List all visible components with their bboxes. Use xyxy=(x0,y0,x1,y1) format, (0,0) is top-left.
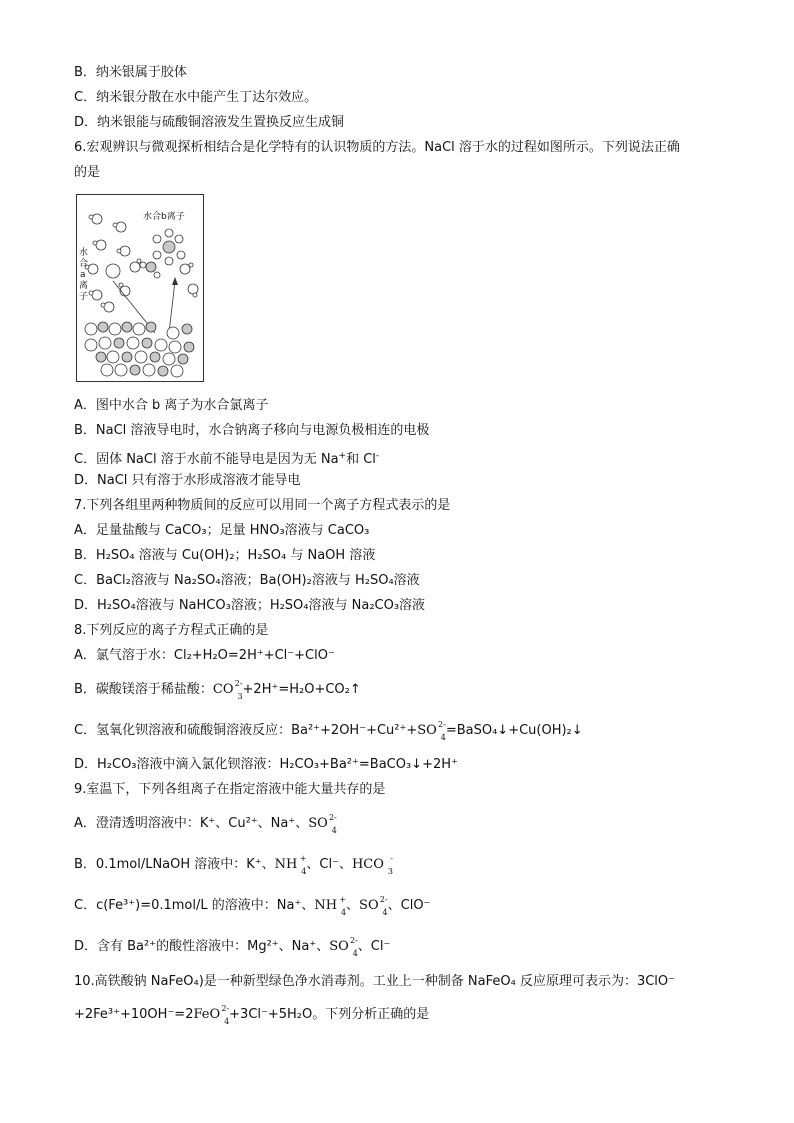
hydrated-a-label-1: 水 xyxy=(79,248,89,258)
q6-stem-line2: 的是 xyxy=(74,165,101,180)
q5-option-b: B．纳米银属于胶体 xyxy=(74,65,187,80)
charge-plus: + xyxy=(338,451,347,461)
bicarbonate-ion: HCO - 3 xyxy=(351,854,393,876)
q8-option-a: A．氯气溶于水：Cl₂+H₂O=2H⁺+Cl⁻+ClO⁻ xyxy=(74,648,335,663)
q9-option-c xyxy=(74,896,430,916)
q9-option-b-text1: B．0.1mol/LNaOH 溶液中：K⁺、 xyxy=(74,857,275,872)
q6-option-c-text1: C．固体 NaCl 溶于水前不能导电是因为无 Na xyxy=(74,452,339,467)
ammonium-ion: NH + 4 xyxy=(274,854,307,876)
nacl-dissolution-figure xyxy=(76,194,204,382)
q9-option-c-text3: 、ClO⁻ xyxy=(387,898,431,913)
sulfate-ion: SO 2- 4 xyxy=(417,720,446,742)
q7-option-b: B．H₂SO₄ 溶液与 Cu(OH)₂；H₂SO₄ 与 NaOH 溶液 xyxy=(74,548,376,563)
q6-stem-line1: 6.宏观辨识与微观探析相结合是化学特有的认识物质的方法。NaCl 溶于水的过程如图所示。下列说法正确 xyxy=(74,140,680,155)
hydrated-b-label: 水合b离子 xyxy=(143,212,185,222)
ferrate-ion: FeO 2- 4 xyxy=(193,1004,230,1026)
q9-option-d-text1: D．含有 Ba²⁺的酸性溶液中：Mg²⁺、Na⁺、 xyxy=(74,939,330,954)
q6-option-c xyxy=(74,446,379,470)
q9-option-c-text2: 、 xyxy=(346,898,360,913)
q7-option-a: A．足量盐酸与 CaCO₃；足量 HNO₃溶液与 CaCO₃ xyxy=(74,523,370,538)
q7-option-c: C．BaCl₂溶液与 Na₂SO₄溶液；Ba(OH)₂溶液与 H₂SO₄溶液 xyxy=(74,573,420,588)
q7-option-d: D．H₂SO₄溶液与 NaHCO₃溶液；H₂SO₄溶液与 Na₂CO₃溶液 xyxy=(74,598,426,613)
q10-stem-line1: 10.高铁酸钠 NaFeO₄)是一种新型绿色净水消毒剂。工业上一种制备 NaFeO₄ 反应原理可表示为：3ClO⁻ xyxy=(74,974,675,989)
q8-option-b xyxy=(74,680,361,700)
q6-option-a: A．图中水合 b 离子为水合氯离子 xyxy=(74,398,269,413)
carbonate-ion: CO 2- 3 xyxy=(212,679,243,701)
nacl-dissolution-diagram xyxy=(77,195,203,381)
q7-stem: 7.下列各组里两种物质间的反应可以用同一个离子方程式表示的是 xyxy=(74,498,451,513)
q9-option-d xyxy=(74,937,390,957)
q8-option-c-text1: C．氢氧化钡溶液和硫酸铜溶液反应：Ba²⁺+2OH⁻+Cu²⁺+ xyxy=(74,723,418,738)
q6-option-b: B．NaCl 溶液导电时，水合钠离子移向与电源负极相连的电极 xyxy=(74,423,430,438)
q10-stem-text2: +3Cl⁻+5H₂O。下列分析正确的是 xyxy=(229,1007,430,1022)
q8-option-b-text1: B．碳酸镁溶于稀盐酸： xyxy=(74,682,213,697)
ammonium-ion: NH + 4 xyxy=(314,895,347,917)
q10-stem-text1: +2Fe³⁺+10OH⁻=2 xyxy=(74,1007,194,1022)
q9-option-a-text: A．澄清透明溶液中：K⁺、Cu²⁺、Na⁺、 xyxy=(74,816,309,831)
hydrated-a-label-5: 子 xyxy=(79,292,89,302)
q6-option-d: D．NaCl 只有溶于水形成溶液才能导电 xyxy=(74,473,301,488)
q9-option-b xyxy=(74,855,393,875)
q5-option-c: C．纳米银分散在水中能产生丁达尔效应。 xyxy=(74,90,318,105)
hydrated-a-label-3: a xyxy=(80,270,86,280)
q8-option-c xyxy=(74,721,583,741)
q9-option-b-text2: 、Cl⁻、 xyxy=(306,857,352,872)
q9-stem: 9.室温下，下列各组离子在指定溶液中能大量共存的是 xyxy=(74,782,386,797)
q8-option-d: D．H₂CO₃溶液中滴入氯化钡溶液：H₂CO₃+Ba²⁺=BaCO₃↓+2H⁺ xyxy=(74,757,458,772)
hydrated-a-label-4: 离 xyxy=(79,281,89,291)
q6-option-c-text2: 和 Cl xyxy=(346,452,376,467)
sulfate-ion: SO 2- 4 xyxy=(329,936,358,958)
q5-option-d: D．纳米银能与硫酸铜溶液发生置换反应生成铜 xyxy=(74,115,345,130)
q9-option-d-text2: 、Cl⁻ xyxy=(357,939,391,954)
q8-option-b-text2: +2H⁺=H₂O+CO₂↑ xyxy=(242,682,361,697)
sulfate-ion: SO 2- 4 xyxy=(359,895,388,917)
q9-option-c-text1: C．c(Fe³⁺)=0.1mol/L 的溶液中：Na⁺、 xyxy=(74,898,315,913)
charge-minus: - xyxy=(375,451,380,461)
sulfate-ion: SO 2- 4 xyxy=(308,813,337,835)
q8-option-c-text2: =BaSO₄↓+Cu(OH)₂↓ xyxy=(445,723,583,738)
q8-stem: 8.下列反应的离子方程式正确的是 xyxy=(74,623,269,638)
q9-option-a xyxy=(74,814,337,834)
hydrated-a-label-2: 合 xyxy=(79,259,89,269)
q10-stem-line2 xyxy=(74,1005,429,1025)
